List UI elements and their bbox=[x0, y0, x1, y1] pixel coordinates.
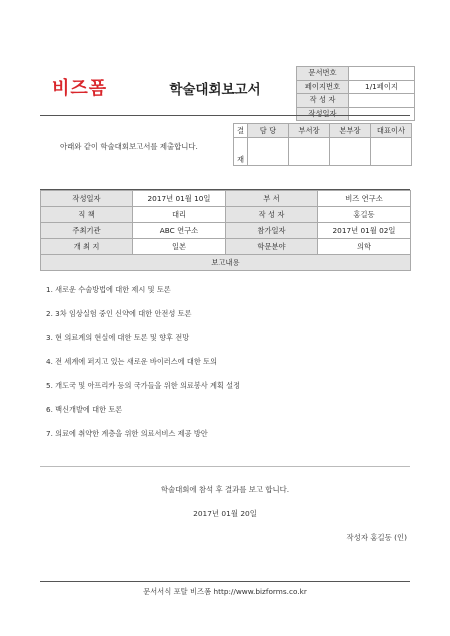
info-label: 참가일자 bbox=[226, 223, 318, 239]
document-meta-table bbox=[296, 66, 415, 121]
info-value: 비즈 연구소 bbox=[318, 191, 411, 207]
signature-cell[interactable] bbox=[330, 138, 371, 166]
approval-role: 부서장 bbox=[289, 124, 330, 138]
info-label: 개 최 지 bbox=[41, 239, 133, 255]
info-label: 작 성 자 bbox=[226, 207, 318, 223]
signature-cell[interactable] bbox=[289, 138, 330, 166]
info-label: 작성일자 bbox=[41, 191, 133, 207]
approval-role: 담 당 bbox=[248, 124, 289, 138]
intro-text: 아래와 같이 학술대회보고서를 제출합니다. bbox=[60, 142, 198, 151]
meta-value: 1/1페이지 bbox=[349, 80, 415, 94]
content-divider bbox=[40, 466, 410, 467]
report-item: 5. 개도국 및 아프리카 등의 국가들을 위한 의료봉사 계획 설정 bbox=[46, 381, 241, 390]
brand-logo: 비즈폼 bbox=[52, 78, 108, 99]
info-value: 대리 bbox=[133, 207, 226, 223]
header-divider bbox=[40, 115, 410, 116]
info-label: 직 책 bbox=[41, 207, 133, 223]
footer-divider bbox=[40, 581, 410, 582]
document-title: 학술대회보고서 bbox=[169, 82, 261, 98]
approval-table bbox=[233, 123, 412, 166]
info-value: 홍길동 bbox=[318, 207, 411, 223]
signature-cell[interactable] bbox=[248, 138, 289, 166]
info-value: 2017년 01월 10일 bbox=[133, 191, 226, 207]
signature-cell[interactable] bbox=[371, 138, 412, 166]
report-item: 4. 전 세계에 퍼지고 있는 새로운 바이러스에 대한 토의 bbox=[46, 357, 217, 366]
meta-value bbox=[349, 94, 415, 108]
approval-role: 본부장 bbox=[330, 124, 371, 138]
report-section-label: 보고내용 bbox=[41, 255, 411, 271]
meta-label: 작성일자 bbox=[297, 107, 349, 121]
approval-side-bottom: 재 bbox=[234, 138, 248, 166]
footer-text: 문서서식 포탈 비즈폼 http://www.bizforms.co.kr bbox=[143, 587, 307, 596]
meta-label: 페이지번호 bbox=[297, 80, 349, 94]
report-item: 2. 3차 임상실험 중인 신약에 대한 안전성 토론 bbox=[46, 309, 192, 318]
meta-label: 문서번호 bbox=[297, 67, 349, 81]
meta-label: 작 성 자 bbox=[297, 94, 349, 108]
info-label: 주최기관 bbox=[41, 223, 133, 239]
closing-statement: 학술대회에 참석 후 결과를 보고 합니다. bbox=[160, 485, 290, 494]
report-item: 1. 새로운 수술방법에 대한 제시 및 토론 bbox=[46, 285, 171, 294]
info-value: 의학 bbox=[318, 239, 411, 255]
report-item: 6. 백신개발에 대한 토론 bbox=[46, 405, 123, 414]
approval-side-top: 결 bbox=[234, 124, 248, 138]
info-value: ABC 연구소 bbox=[133, 223, 226, 239]
info-label: 부 서 bbox=[226, 191, 318, 207]
info-label: 학문분야 bbox=[226, 239, 318, 255]
report-item: 3. 현 의료계의 현실에 대한 토론 및 향후 전망 bbox=[46, 333, 190, 342]
info-table bbox=[40, 190, 411, 271]
info-value: 일본 bbox=[133, 239, 226, 255]
author-signature: 작성자 홍길동 (인) bbox=[346, 533, 407, 542]
meta-value bbox=[349, 67, 415, 81]
report-date: 2017년 01월 20일 bbox=[193, 509, 257, 518]
report-item: 7. 의료에 취약한 계층을 위한 의료서비스 제공 방안 bbox=[46, 429, 208, 438]
approval-role: 대표이사 bbox=[371, 124, 412, 138]
meta-value: . . . bbox=[349, 107, 415, 121]
info-value: 2017년 01월 02일 bbox=[318, 223, 411, 239]
